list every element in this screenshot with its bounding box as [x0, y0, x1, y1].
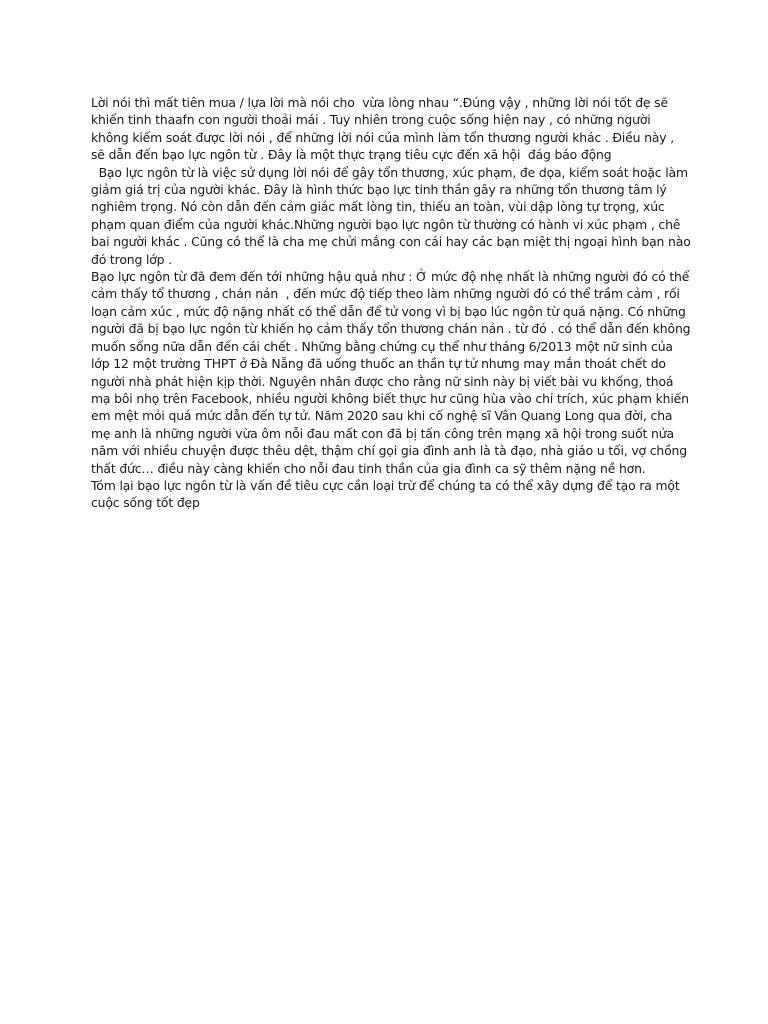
paragraph-consequences: Bạo lực ngôn từ đã đem đến tới những hậu quả như : Ở mức độ nhẹ nhất là những người đó có thể cảm thấy tổ thương , chán nản , đến mức độ tiếp theo làm những người đó có thể trầm cảm , rối loạn cảm xúc , mức độ nặng nhất có thể dẫn để tử vong vì bị bạo lúc ngôn từ quá nặng. Có những người đã bị bạo lực ngôn từ khiến họ cảm thấy tổn thương chán nản . từ đó . có thể dẫn đến không muốn sống nữa dẫn đến cái chết . Những bằng chứng cụ thể như tháng 6/2013 một nữ sinh của lớp 12 một trường THPT ở Đà Nẵng đã uống thuốc an thần tự tử nhưng may mắn thoát chết do người nhà phát hiện kịp thời. Nguyên nhân được cho rằng nữ sinh này bị viết bài vu khống, thoá mạ bôi nhọ trên Facebook, nhiều người không biết thực hư cũng hùa vào chỉ trích, xúc phạm khiến em mệt mỏi quá mức dẫn đến tự tử. Năm 2020 sau khi cố nghệ sĩ Vân Quang Long qua đời, cha mẹ anh là những người vừa ôm nỗi đau mất con đã bị tấn công trên mạng xã hội trong suốt nửa năm với nhiều chuyện được thêu dệt, thậm chí gọi gia đình anh là tà đạo, nhà giáo u tối, vợ chồng thất đức… điều này càng khiến cho nỗi đau tinh thần của gia đình ca sỹ thêm nặng nề hơn. — [91, 269, 695, 476]
document-body — [91, 94, 695, 512]
paragraph-intro: Lời nói thì mất tiên mua / lựa lời mà nói cho vừa lòng nhau “.Đúng vậy , những lời nói tốt đẹ sẽ khiến tinh thaafn con người thoải mái . Tuy nhiên trong cuộc sống hiện nay , có những người không kiếm soát được lời nói , để những lời nói của mình làm tổn thương người khác . Điều này , sẽ dẫn đến bạo lực ngôn từ . Đây là một thực trạng tiêu cực đến xã hội đág báo động — [91, 95, 678, 163]
paragraph-definition: Bạo lực ngôn từ là việc sử dụng lời nói để gây tổn thương, xúc phạm, đe dọa, kiểm soát hoặc làm giảm giá trị của người khác. Đây là hình thức bạo lực tinh thần gây ra những tổn thương tâm lý nghiêm trọng. Nó còn dẫn đến cảm giác mất lòng tin, thiếu an toàn, vùi dập lòng tự trọng, xúc phạm quan điểm của người khác.Những người bạo lực ngôn từ thường có hành vi xúc phạm , chê bai người khác . Cũng có thể là cha mẹ chửi mắng con cái hay các bạn miệt thị ngoại hình bạn nào đó trong lớp . — [91, 164, 695, 267]
paragraph-conclusion: Tóm lại bạo lực ngôn từ là vấn đề tiêu cực cần loại trừ để chúng ta có thể xây dựng để tạo ra một cuộc sống tốt đẹp — [91, 477, 684, 511]
